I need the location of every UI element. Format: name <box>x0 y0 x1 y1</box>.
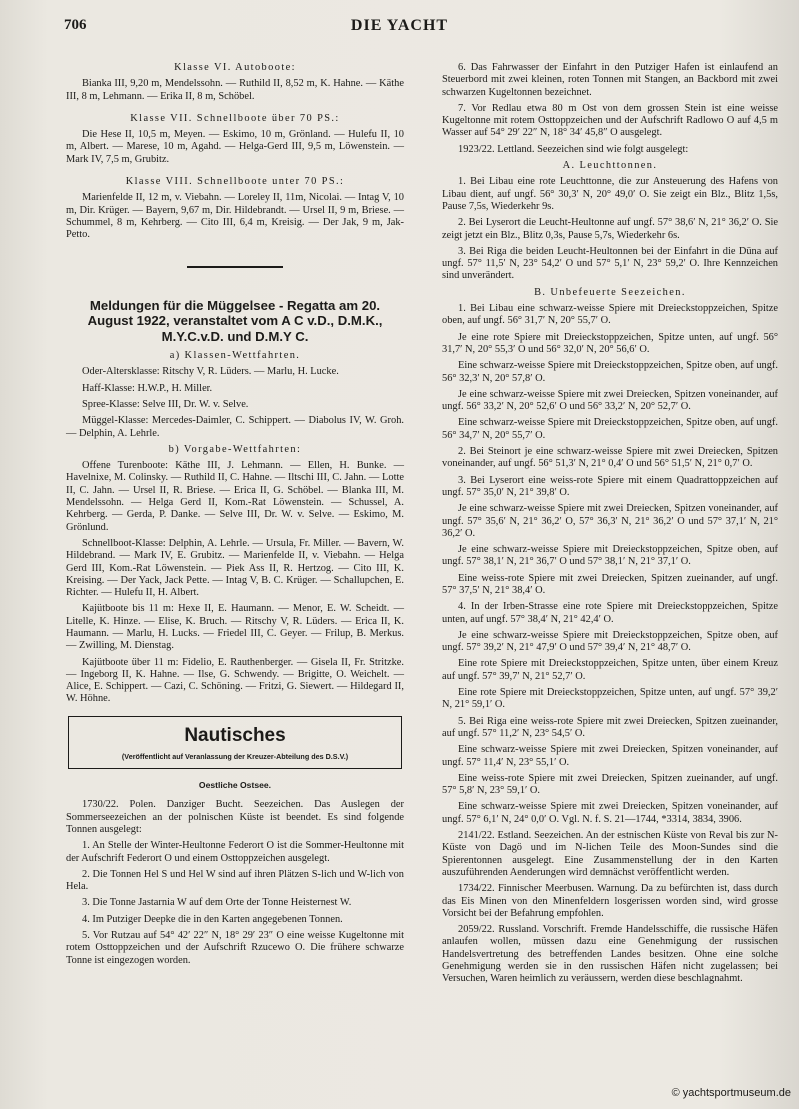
kajuetboote-bis-11m-entry: Kajütboote bis 11 m: Hexe II, E. Haumann. — Menor, E. W. Scheidt. — Litelle, K. Hinze. — Elise, K. Bruch. — Ritschy V, R. Lüders. — Erica II, K. Haumann. — Marlu, H. Lucks. — Friedel III, C. Geyer. — Frilup, B. Merkus. — Zwilling, M. Dienstag. <box>66 603 404 652</box>
nautisches-subtitle: (Veröffentlicht auf Veranlassung der Kreuzer-Abteilung des D.S.V.) <box>121 751 349 761</box>
haff-klasse-entry: Haff-Klasse: H.W.P., H. Miller. <box>82 382 213 394</box>
seezeichen-b2: 2. Bei Steinort je eine schwarz-weisse Spiere mit zwei Dreiecken, Spitzen voneinander, auf ungf. 56° 51,3′ N, 21° 0,4′ O und 56° 51,5′ N, 21° 0,7′ O. <box>442 446 778 470</box>
klasse-vii-entries: Die Hese II, 10,5 m, Meyen. — Eskimo, 10 m, Grönland. — Hulefu II, 10 m, Albert. — Marese, 10 m, Agahd. — Helga-Gerd III, 9,5 m, Löwenstein. — Mark IV, 7,5 m, Grubitz. <box>66 129 404 165</box>
kajuetboote-ueber-11m-entry: Kajütboote über 11 m: Fidelio, E. Rauthenberger. — Gisela II, Fr. Stritzke. — Ingeborg II, K. Hahne. — Ilse, G. Schwendy. — Brigitte, O. Weichelt. — Alice, E. Schippert. — Cazi, C. Schöning. — Fritzi, G. Siewert. — Hildegard II, W. Höhne. <box>66 656 404 705</box>
seezeichen-b4b: Je eine schwarz-weisse Spiere mit Dreieckstoppzeichen, Spitze oben, auf ungf. 57° 39,2′ N, 21° 47,9′ O und 57° 39,4′ N, 21° 48,7′ O. <box>442 629 778 654</box>
leuchttonne-1: 1. Bei Libau eine rote Leuchttonne, die zur Ansteuerung des Hafens von Libau dient, auf ungf. 56° 30,3′ N, 20° 49,0′ O. Sie zeigt ein Blz., Blitz 1,5s, Pause 7,5s, Wiederkehr 9s. <box>442 176 778 212</box>
seezeichen-b3d: Eine weiss-rote Spiere mit zwei Dreiecken, Spitzen zueinander, auf ungf. 57° 37,5′ N, 21° 38,4′ O. <box>442 572 778 596</box>
seezeichen-b1e: Eine schwarz-weisse Spiere mit Dreieckstoppzeichen, Spitze oben, auf ungf. 56° 34,7′ N, 20° 55,7′ O. <box>442 417 778 441</box>
offene-turenboote-entry: Offene Turenboote: Käthe III, J. Lehmann. — Ellen, H. Bunke. — Havelnixe, M. Colinsky. — Ruthild II, C. Hahne. — Iltschi III, C. Jahn. — Lotte II, C. Jahn. — Ursel II, R. Briese. — Erica II, G. Schöbel. — Blanka III, M. Mendelssohn. — Helga Gerd II, Kom.-Rat Löwenstein. — Schussel, A. Kehrberg. — Gerda, P. Danke. — Selve III, Dr. W. v. Selve. — Eskimo, M. Grönlund. <box>66 460 404 533</box>
seezeichen-b5b: Eine schwarz-weisse Spiere mit zwei Dreiecken, Spitzen voneinander, auf ungf. 57° 11,4′ N, 23° 55,1′ O. <box>442 744 778 768</box>
section-divider <box>187 266 283 268</box>
seezeichen-b1b: Je eine rote Spiere mit Dreieckstoppzeichen, Spitze unten, auf ungf. 56° 31,7′ N, 20° 55,3′ O und 56° 32,0′ N, 20° 56,6′ O. <box>442 331 778 355</box>
klasse-vi-heading: Klasse VI. Autoboote: <box>174 62 296 73</box>
spree-klasse-entry: Spree-Klasse: Selve III, Dr. W. v. Selve. <box>82 398 249 410</box>
seezeichen-b1c: Eine schwarz-weisse Spiere mit Dreieckstoppzeichen, Spitze oben, auf ungf. 56° 32,3′ N, 20° 57,8′ O. <box>442 360 778 384</box>
page-number: 706 <box>64 17 87 33</box>
notice-2059: 2059/22. Russland. Vorschrift. Fremde Handelsschiffe, die russische Häfen anlaufen wollen, müssen dazu eine Genehmigung der russischen Handelsvertretung des betreffenden Landes besitzen. Ohne eine solche Genehmigung werden sie in den russischen Häfen nicht zugelassen; bei Versuchen, Waren heimlich zu veräussern, werden diese beschlagnahmt. <box>442 924 778 985</box>
leuchttonne-3: 3. Bei Riga die beiden Leucht-Heultonnen bei der Einfahrt in die Düna auf ungf. 57° 11,5′ N, 23° 54,2′ O und 57° 5,1′ N, 23° 59,2′ O. Ihre Kennzeichen sind unverändert. <box>442 245 778 282</box>
notice-1923: 1923/22. Lettland. Seezeichen sind wie folgt ausgelegt: <box>458 143 689 155</box>
notice-1730-item-2: 2. Die Tonnen Hel S und Hel W sind auf ihren Plätzen S-lich und W-lich von Hela. <box>66 868 404 893</box>
seezeichen-b1a: 1. Bei Libau eine schwarz-weisse Spiere mit Dreieckstoppzeichen, Spitze oben, auf ungf. 56° 31,7′ N, 20° 55,7′ O. <box>442 303 778 327</box>
klasse-viii-entries: Marienfelde II, 12 m, v. Viebahn. — Loreley II, 11m, Nicolai. — Intag V, 10 m, Dir. Krüger. — Bayern, 9,67 m, Dir. Hildebrandt. — Ursel II, 9 m, Briese. — Schummel, 8 m, Kehrberg. — Cito III, 6,4 m, Kreisig. — Der Jak, 9 m, Jak-Petto. <box>66 192 404 241</box>
notice-1730-item-4: 4. Im Putziger Deepke die in den Karten angegebenen Tonnen. <box>82 913 343 925</box>
nautisches-title-box <box>68 716 402 769</box>
nautisches-title: Nautisches <box>184 724 286 746</box>
klasse-vi-entries: Bianka III, 9,20 m, Mendelssohn. — Ruthild II, 8,52 m, K. Hahne. — Käthe III, 8 m, Lehmann. — Erika II, 8 m, Schöbel. <box>66 78 404 102</box>
seezeichen-b5c: Eine weiss-rote Spiere mit zwei Dreiecken, Spitzen zueinander, auf ungf. 57° 5,8′ N, 23° 59,1′ O. <box>442 772 778 797</box>
seezeichen-b3c: Je eine schwarz-weisse Spiere mit Dreieckstoppzeichen, Spitze oben, auf ungf. 57° 38,1′ N, 21° 36,7′ O und 57° 38,1′ N, 21° 37,1′ O. <box>442 544 778 568</box>
left-column <box>66 62 404 971</box>
notice-1730-item-3: 3. Die Tonne Jastarnia W auf dem Orte der Tonne Heisternest W. <box>82 897 352 909</box>
right-column <box>442 62 778 990</box>
leuchttonne-2: 2. Bei Lyserort die Leucht-Heultonne auf ungf. 57° 38,6′ N, 21° 36,2′ O. Sie zeigt jetzt ein Blz., Blitz 0,3s, Pause 5,7s, Wiederkehr 6s. <box>442 217 778 241</box>
notice-1730-item-6: 6. Das Fahrwasser der Einfahrt in den Putziger Hafen ist einlaufend an Steuerbord mit zwei kleinen, roten Tonnen mit Stangen, an Backbord mit zwei schwarzen Kugeltonnen bezeichnet. <box>442 62 778 98</box>
copyright-watermark: © yachtsportmuseum.de <box>671 1087 791 1099</box>
schnellboot-klasse-entry: Schnellboot-Klasse: Delphin, A. Lehrle. — Ursula, Fr. Miller. — Bavern, W. Hildebrand. — Mark IV, E. Grubitz. — Marienfelde II, v. Viebahn. — Helga Gerd III, Kom.-Rat Löwenstein. — Piek Ass II, R. Hertzog. — Cito III, K. Kreising. — Der Yack, Jack Pette. — Intag V, B. C. Krüger. — Schallupchen, E. Richter. — Hulefu II, H. Albert. <box>66 537 404 599</box>
notice-1730-item-5: 5. Vor Rutzau auf 54° 42′ 22″ N, 18° 29′ 23″ O eine weisse Kugeltonne mit rotem Osttoppzeichen und der Aufschrift Rzucewo O. Die frühere schwarze Tonne ist eingezogen worden. <box>66 930 404 966</box>
notice-1730-item-7: 7. Vor Redlau etwa 80 m Ost von dem grossen Stein ist eine weisse Kugeltonne mit rotem Osttoppzeichen und der Aufschrift Radlowo O auf 4,5 m Wasser auf 54° 29′ 22″ N, 18° 34′ 45,8″ O ausgelegt. <box>442 102 778 139</box>
oestliche-ostsee-heading: Oestliche Ostsee. <box>198 780 272 791</box>
klasse-vii-heading: Klasse VII. Schnellboote über 70 PS.: <box>130 112 340 124</box>
subsection-b-heading: b) Vorgabe-Wettfahrten: <box>168 443 302 455</box>
klasse-viii-heading: Klasse VIII. Schnellboote unter 70 PS.: <box>125 176 345 188</box>
oder-altersklasse-entry: Oder-Altersklasse: Ritschy V, R. Lüders. — Marlu, H. Lucke. <box>82 366 339 378</box>
meldungen-heading: Meldungen für die Müggelsee - Regatta am 20. August 1922, veranstaltet vom A C v.D., D.M.K., M.Y.C.v.D. und D.M.Y C. <box>87 297 383 344</box>
notice-1730: 1730/22. Polen. Danziger Bucht. Seezeichen. Das Auslegen der Sommerseezeichen an der polnischen Küste ist beendet. Es sind folgende Tonnen ausgelegt: <box>66 799 404 835</box>
seezeichen-b5d: Eine schwarz-weisse Spiere mit zwei Dreiecken, Spitzen voneinander, auf ungf. 57° 6,1′ N, 24° 0,0′ O. Vgl. N. f. S. 21—1744, *3314, 3834, 3906. <box>442 801 778 825</box>
notice-2141: 2141/22. Estland. Seezeichen. An der estnischen Küste von Reval bis zur N-Küste von Dagö und im N-lichen Teile des Moon-Sundes sind die Spierentonnen ausgelegt. Eine Zusammenstellung der in den Karten auszuführenden Aenderungen wird demnächst veröffentlicht werden. <box>442 830 778 878</box>
seezeichen-b3b: Je eine schwarz-weisse Spiere mit zwei Dreiecken, Spitzen voneinander, auf ungf. 57° 35,6′ N, 21° 36,2′ O, 57° 36,3′ N, 21° 36,2′ O und 57° 37,1′ N, 21° 36,2′ O. <box>442 503 778 539</box>
seezeichen-b3a: 3. Bei Lyserort eine weiss-rote Spiere mit einem Quadrattoppzeichen auf ungf. 57° 35,0′ N, 21° 39,8′ O. <box>442 474 778 498</box>
leuchttonnen-heading: A. Leuchttonnen. <box>562 160 658 172</box>
unbefeuerte-seezeichen-heading: B. Unbefeuerte Seezeichen. <box>534 286 686 298</box>
notice-1730-item-1: 1. An Stelle der Winter-Heultonne Federort O ist die Sommer-Heultonne mit der Aufschrift Federort O und einem Osttoppzeichen ausgelegt. <box>66 840 404 864</box>
seezeichen-b1d: Je eine schwarz-weisse Spiere mit zwei Dreiecken, Spitzen voneinander, auf ungf. 56° 33,2′ N, 20° 52,6′ O und 56° 33,2′ N, 20° 52,7′ O. <box>442 388 778 413</box>
seezeichen-b4d: Eine rote Spiere mit Dreieckstoppzeichen, Spitze unten, auf ungf. 57° 39,2′ N, 21° 59,1′ O. <box>442 687 778 711</box>
seezeichen-b4a: 4. In der Irben-Strasse eine rote Spiere mit Dreieckstoppzeichen, Spitze unten, auf ungf. 57° 38,4′ N, 21° 42,4′ O. <box>442 601 778 625</box>
mueggel-klasse-entry: Müggel-Klasse: Mercedes-Daimler, C. Schippert. — Diabolus IV, W. Groh. — Delphin, A. Lehrle. <box>66 415 404 439</box>
journal-title: DIE YACHT <box>350 17 449 34</box>
subsection-a-heading: a) Klassen-Wettfahrten. <box>169 350 301 362</box>
seezeichen-b4c: Eine rote Spiere mit Dreieckstoppzeichen, Spitze unten, über einem Kreuz auf ungf. 57° 39,7′ N, 21° 52,7′ O. <box>442 658 778 682</box>
notice-1734: 1734/22. Finnischer Meerbusen. Warnung. Da zu befürchten ist, dass durch das Eis Minen von den Minenfeldern losgerissen worden sind, wird grosse Vorsicht bei der Befahrung empfohlen. <box>442 883 778 919</box>
seezeichen-b5a: 5. Bei Riga eine weiss-rote Spiere mit zwei Dreiecken, Spitzen zueinander, auf ungf. 57° 11,2′ N, 23° 54,5′ O. <box>442 715 778 739</box>
